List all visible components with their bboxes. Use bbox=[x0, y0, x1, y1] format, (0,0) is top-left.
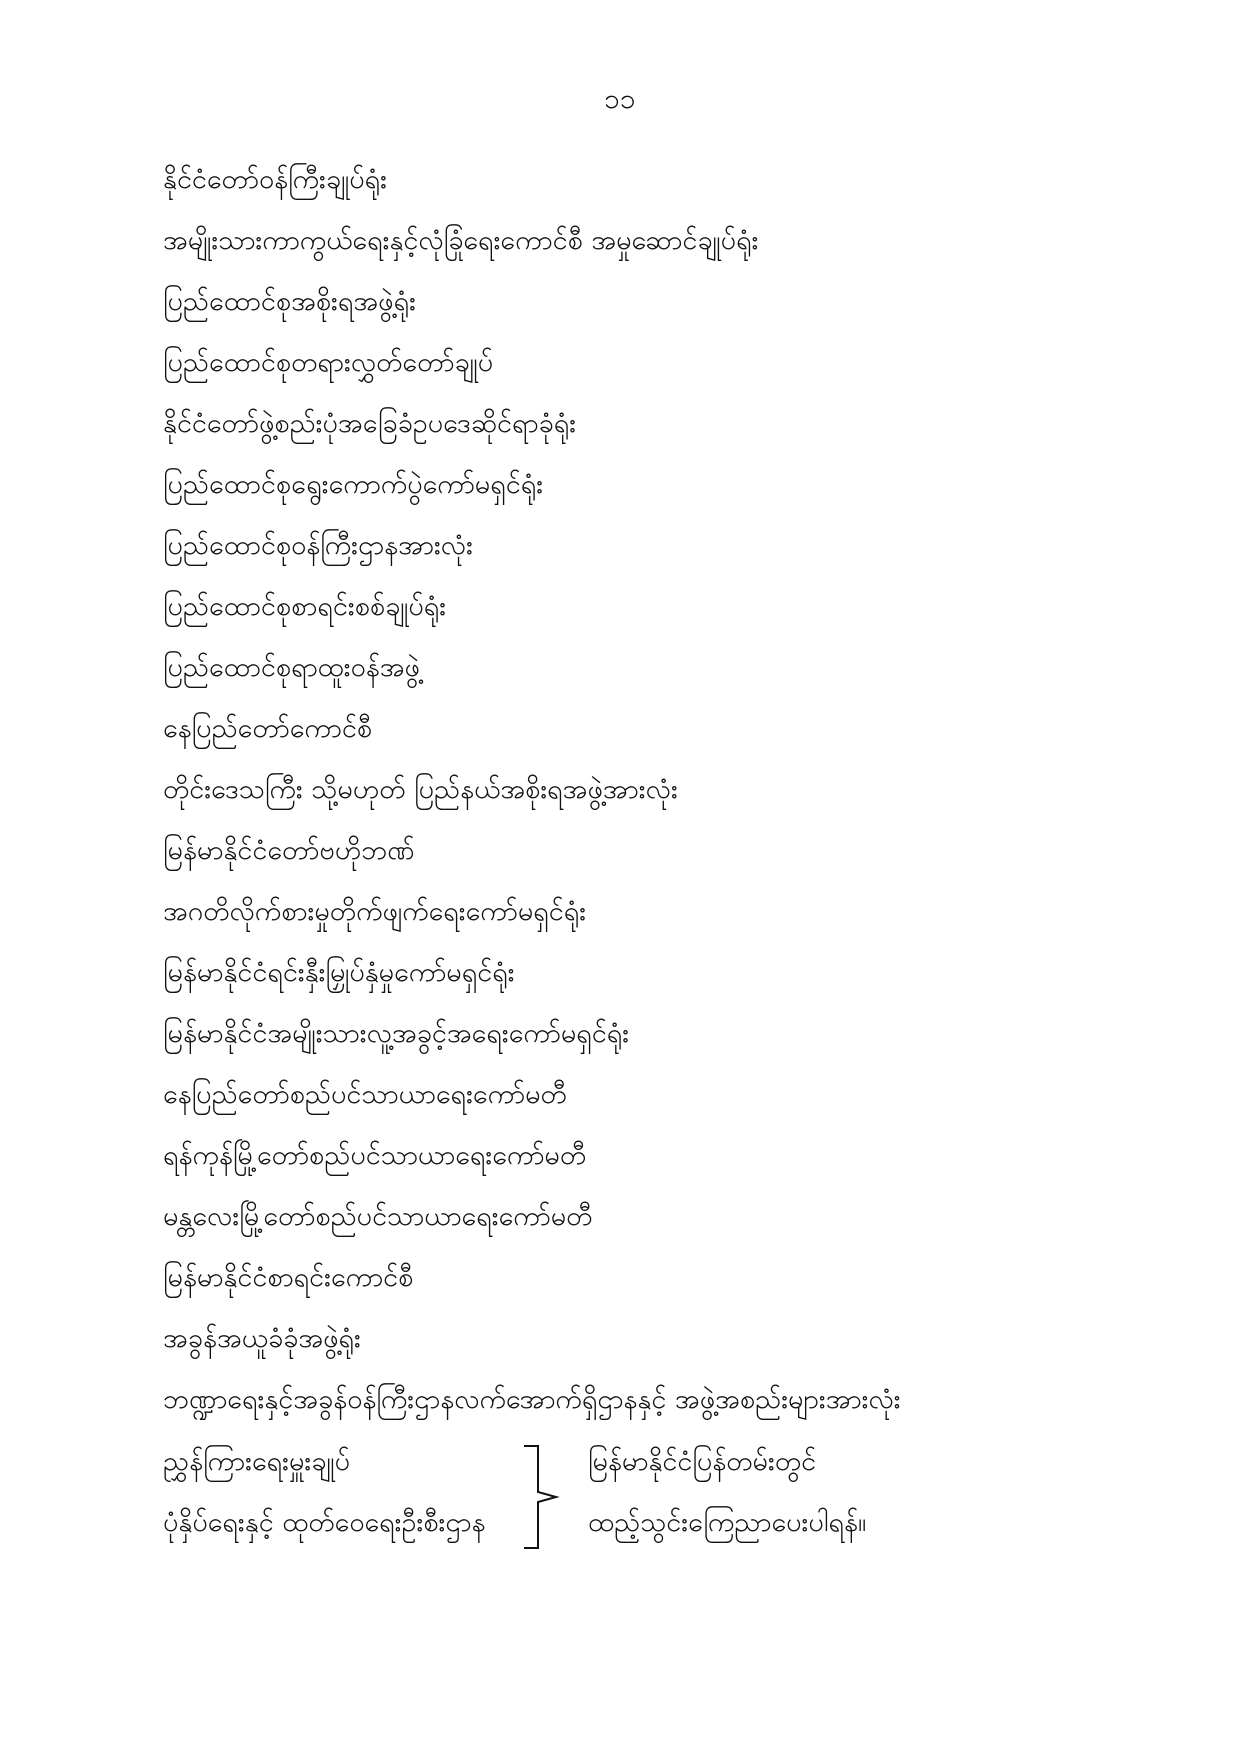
recipient-item: ရန်ကုန်မြို့တော်စည်ပင်သာယာရေးကော်မတီ bbox=[163, 1140, 587, 1171]
recipient-item: ပြည်ထောင်စုရွေးကောက်ပွဲကော်မရှင်ရုံး bbox=[163, 469, 544, 500]
recipient-item: မြန်မာနိုင်ငံအမျိုးသားလူ့အခွင့်အရေးကော်မရှင်ရုံး bbox=[163, 1018, 630, 1049]
recipient-item: ပြည်ထောင်စုစာရင်းစစ်ချုပ်ရုံး bbox=[163, 591, 447, 622]
recipient-item: မန္တလေးမြို့တော်စည်ပင်သာယာရေးကော်မတီ bbox=[163, 1201, 593, 1232]
recipient-item: ပြည်ထောင်စုရာထူးဝန်အဖွဲ့ bbox=[163, 652, 420, 683]
recipient-item: မြန်မာနိုင်ငံရင်းနှီးမြှုပ်နှံမှုကော်မရှင်ရုံး bbox=[163, 957, 515, 988]
gazette-instruction-block bbox=[163, 1442, 1163, 1572]
recipient-item: မြန်မာနိုင်ငံစာရင်းကောင်စီ bbox=[163, 1262, 414, 1293]
recipient-item: နေပြည်တော်စည်ပင်သာယာရေးကော်မတီ bbox=[163, 1079, 567, 1110]
instruction-line: မြန်မာနိုင်ငံပြန်တမ်းတွင် bbox=[588, 1446, 817, 1477]
recipient-item: ပြည်ထောင်စုအစိုးရအဖွဲ့ရုံး bbox=[163, 286, 416, 317]
recipient-item: မြန်မာနိုင်ငံတော်ဗဟိုဘဏ် bbox=[163, 835, 415, 866]
recipient-item: ဘဏ္ဍာရေးနှင့်အခွန်ဝန်ကြီးဌာနလက်အောက်ရှိဌာနနှင့် အဖွဲ့အစည်းများအားလုံး bbox=[163, 1384, 901, 1415]
recipient-item: ပြည်ထောင်စုဝန်ကြီးဌာနအားလုံး bbox=[163, 530, 473, 561]
right-brace-icon bbox=[520, 1442, 560, 1552]
recipient-item: အဂတိလိုက်စားမှုတိုက်ဖျက်ရေးကော်မရှင်ရုံး bbox=[163, 896, 587, 927]
recipient-item: ပြည်ထောင်စုတရားလွှတ်တော်ချုပ် bbox=[163, 347, 494, 378]
recipient-item: နိုင်ငံတော်ဖွဲ့စည်းပုံအခြေခံဥပဒေဆိုင်ရာခုံရုံး bbox=[163, 408, 577, 439]
instruction-line: ထည့်သွင်းကြေညာပေးပါရန်။ bbox=[588, 1507, 867, 1538]
page-number: ၁၁ bbox=[604, 82, 636, 115]
recipient-item: နေပြည်တော်ကောင်စီ bbox=[163, 713, 373, 744]
recipient-item: နိုင်ငံတော်ဝန်ကြီးချုပ်ရုံး bbox=[163, 164, 387, 195]
recipient-director-general: ညွှန်ကြားရေးမှူးချုပ် bbox=[163, 1446, 351, 1477]
recipient-item: အခွန်အယူခံခုံအဖွဲ့ရုံး bbox=[163, 1323, 361, 1354]
recipient-printing-department: ပုံနှိပ်ရေးနှင့် ထုတ်ဝေရေးဦးစီးဌာန bbox=[163, 1507, 486, 1538]
distribution-list bbox=[163, 160, 1163, 1441]
recipient-item: အမျိုးသားကာကွယ်ရေးနှင့်လုံခြုံရေးကောင်စီ အမှုဆောင်ချုပ်ရုံး bbox=[163, 225, 759, 256]
recipient-item: တိုင်းဒေသကြီး သို့မဟုတ် ပြည်နယ်အစိုးရအဖွဲ့အားလုံး bbox=[163, 774, 678, 805]
